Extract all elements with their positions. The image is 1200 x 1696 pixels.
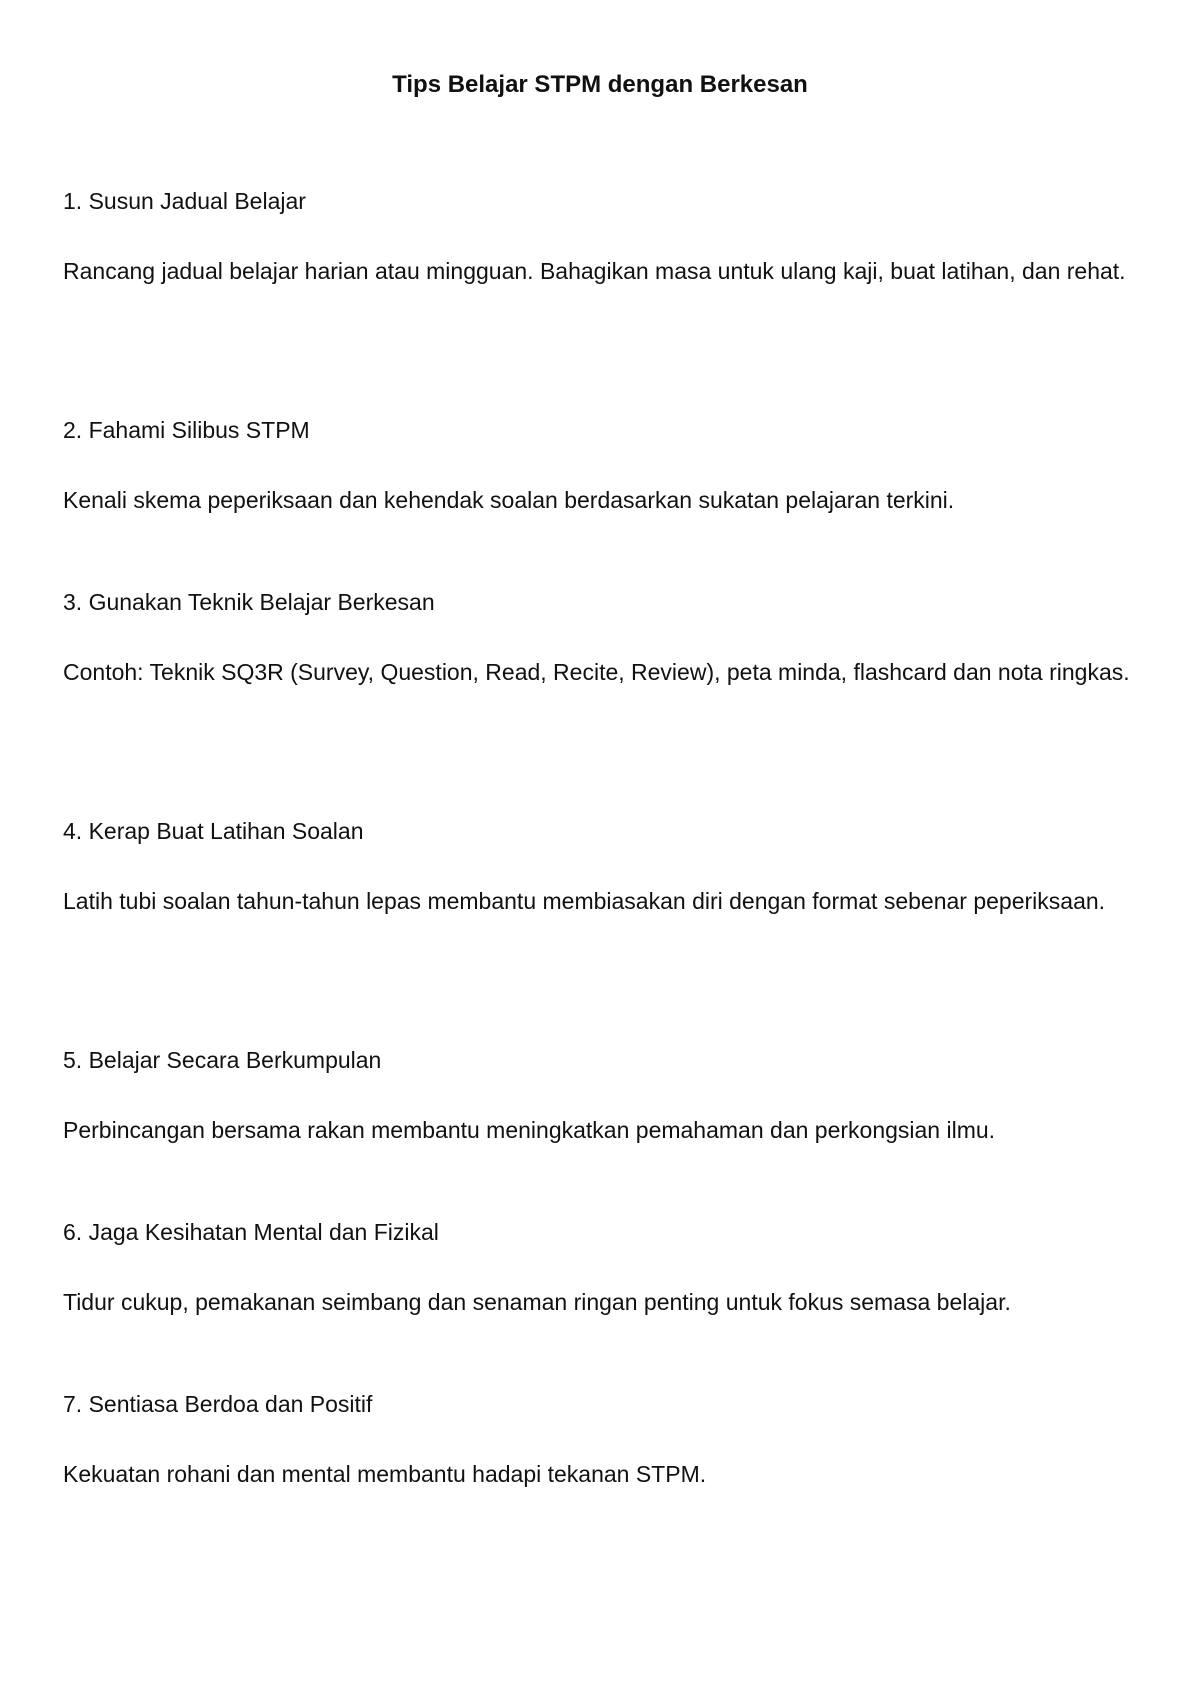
section-heading: 6. Jaga Kesihatan Mental dan Fizikal bbox=[63, 1219, 439, 1245]
section-body: Latih tubi soalan tahun-tahun lepas membantu membiasakan diri dengan format sebenar peperiksaan. bbox=[63, 888, 1106, 914]
section-7 bbox=[63, 1389, 1137, 1503]
section-body: Perbincangan bersama rakan membantu meningkatkan pemahaman dan perkongsian ilmu. bbox=[63, 1117, 996, 1143]
section-heading: 7. Sentiasa Berdoa dan Positif bbox=[63, 1391, 373, 1417]
document-title: Tips Belajar STPM dengan Berkesan bbox=[392, 71, 808, 98]
section-heading: 3. Gunakan Teknik Belajar Berkesan bbox=[63, 589, 435, 615]
section-5 bbox=[63, 1045, 1137, 1159]
section-4 bbox=[63, 816, 1137, 930]
section-body: Contoh: Teknik SQ3R (Survey, Question, Read, Recite, Review), peta minda, flashcard dan nota ringkas. bbox=[63, 659, 1130, 685]
section-heading: 5. Belajar Secara Berkumpulan bbox=[63, 1047, 382, 1073]
section-body: Kenali skema peperiksaan dan kehendak soalan berdasarkan sukatan pelajaran terkini. bbox=[63, 487, 955, 513]
section-6 bbox=[63, 1217, 1137, 1331]
section-heading: 1. Susun Jadual Belajar bbox=[63, 188, 306, 214]
section-heading: 2. Fahami Silibus STPM bbox=[63, 417, 310, 443]
section-1 bbox=[63, 186, 1137, 300]
section-body: Tidur cukup, pemakanan seimbang dan senaman ringan penting untuk fokus semasa belajar. bbox=[63, 1289, 1011, 1315]
section-heading: 4. Kerap Buat Latihan Soalan bbox=[63, 818, 364, 844]
section-2 bbox=[63, 415, 1137, 529]
section-3 bbox=[63, 587, 1137, 701]
section-body: Kekuatan rohani dan mental membantu hadapi tekanan STPM. bbox=[63, 1461, 707, 1487]
section-body: Rancang jadual belajar harian atau mingguan. Bahagikan masa untuk ulang kaji, buat latihan, dan rehat. bbox=[63, 258, 1126, 284]
